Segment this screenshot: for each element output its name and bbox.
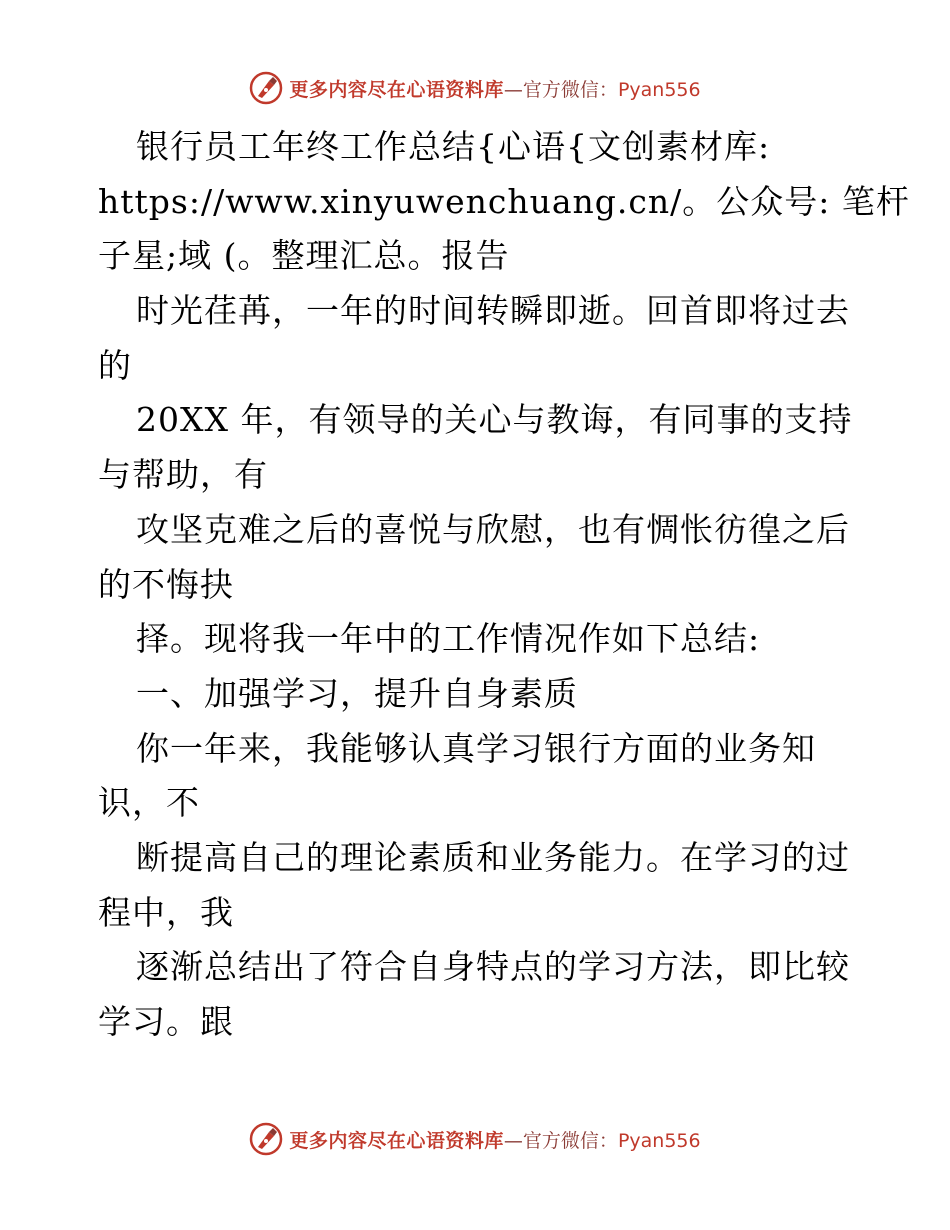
footer-slogan: 更多内容尽在心语资料库 (289, 1129, 504, 1152)
header-banner (0, 70, 950, 106)
doc-line: 子星;域 (。整理汇总。报告 (98, 236, 510, 276)
footer-banner-content (249, 1122, 700, 1156)
doc-line: 你一年来，我能够认真学习银行方面的业务知 (136, 728, 816, 768)
document-body (98, 120, 910, 1050)
header-slogan: 更多内容尽在心语资料库 (289, 78, 504, 101)
pen-nib-logo-icon (249, 1122, 283, 1156)
header-wechat-id: Pyan556 (617, 78, 701, 101)
doc-line: 时光荏苒，一年的时间转瞬即逝。回首即将过去 (136, 291, 850, 331)
doc-line: 择。现将我一年中的工作情况作如下总结: (136, 619, 761, 659)
header-banner-content (249, 71, 700, 105)
doc-line: 断提高自己的理论素质和业务能力。在学习的过 (136, 837, 850, 877)
header-dash: — (503, 78, 523, 101)
doc-line: 的不悔抉 (98, 564, 234, 604)
doc-line: 程中，我 (98, 892, 234, 932)
footer-banner (0, 1121, 950, 1157)
footer-wechat-id: Pyan556 (617, 1129, 701, 1152)
doc-line: 识，不 (98, 783, 200, 823)
section-heading: 一、加强学习，提升自身素质 (136, 673, 578, 713)
doc-line: https://www.xinyuwenchuang.cn/。公众号: 笔杆 (98, 181, 910, 221)
header-banner-text (289, 75, 700, 102)
doc-line: 学习。跟 (98, 1002, 234, 1041)
pen-nib-logo-icon (249, 71, 283, 105)
doc-line: 逐渐总结出了符合自身特点的学习方法，即比较 (136, 947, 850, 987)
doc-line: 银行员工年终工作总结{心语{文创素材库: (136, 127, 771, 166)
doc-line: 与帮助，有 (98, 455, 268, 495)
doc-line: 20XX 年，有领导的关心与教诲，有同事的支持 (136, 400, 853, 440)
doc-line: 攻坚克难之后的喜悦与欣慰，也有惆怅彷徨之后 (136, 509, 850, 549)
footer-dash: — (503, 1129, 523, 1152)
footer-wechat-label: 官方微信： (522, 1129, 618, 1152)
header-wechat-label: 官方微信： (522, 78, 618, 101)
doc-line: 的 (98, 345, 132, 385)
footer-banner-text (289, 1126, 700, 1153)
